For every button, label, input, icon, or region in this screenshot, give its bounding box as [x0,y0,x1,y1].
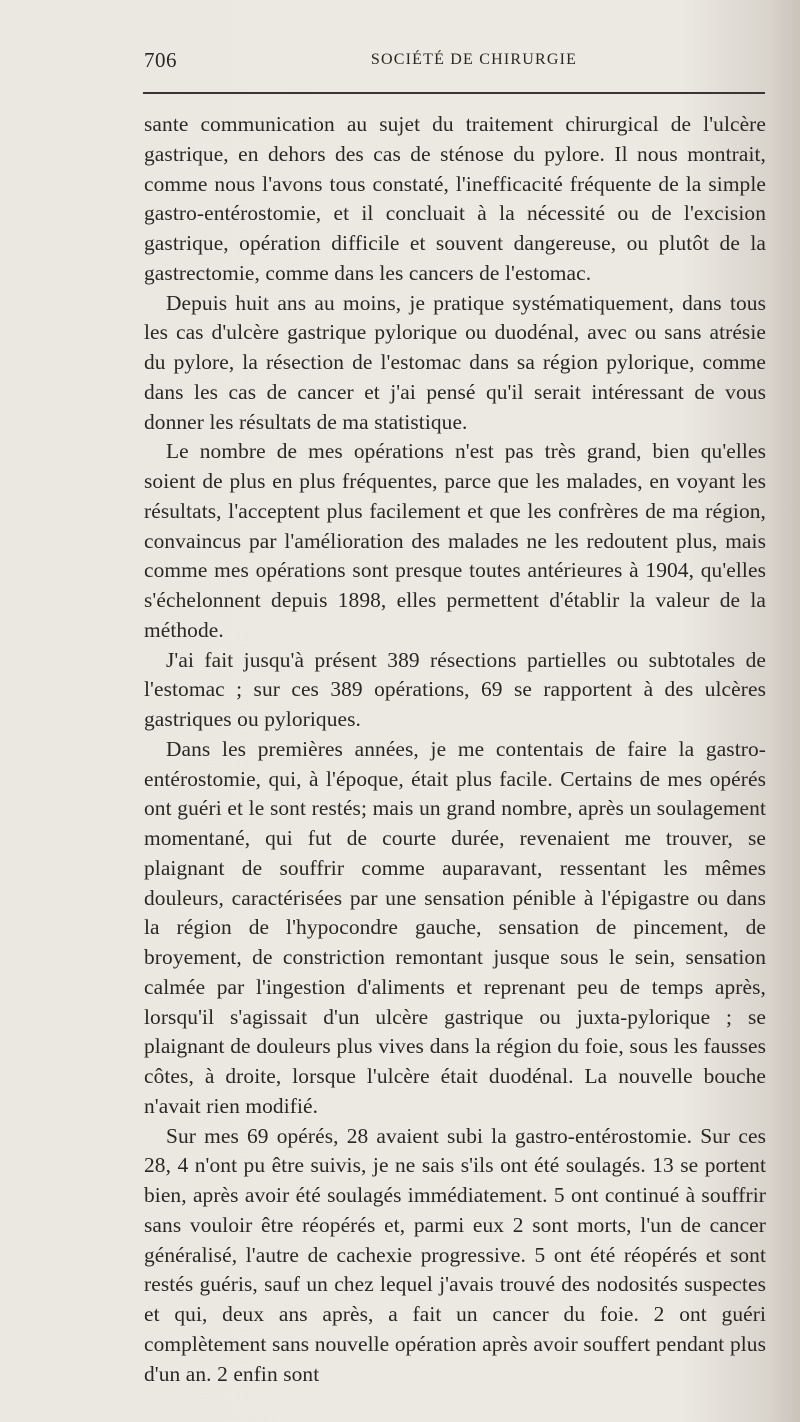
paragraph: Dans les premières années, je me contentais de faire la gastro-entérostomie, qui, à l'époque, était plus facile. Certains de mes opérés ont guéri et le sont restés; mais un grand nombre, après un soulagement momentané, qui fut de courte durée, revenaient me trouver, se plaignant de souffrir comme auparavant, ressentant les mêmes douleurs, caractérisées par une sensation pénible à l'épigastre ou dans la région de l'hypocondre gauche, sensation de pincement, de broyement, de constriction remontant jusque sous le sein, sensation calmée par l'ingestion d'aliments et reprenant peu de temps après, lorsqu'il s'agissait d'un ulcère gastrique ou juxta-pylorique ; se plaignant de douleurs plus vives dans la région du foie, sous les fausses côtes, à droite, lorsque l'ulcère était duodénal. La nouvelle bouche n'avait rien modifié. [144,736,766,1118]
paragraph: sante communication au sujet du traitement chirurgical de l'ulcère gastrique, en dehors des cas de sténose du pylore. Il nous montrait, comme nous l'avons tous constaté, l'inefficacité fréquente de la simple gastro-entérostomie, et il concluait à la nécessité ou de l'excision gastrique, opération difficile et souvent dangereuse, ou plutôt de la gastrectomie, comme dans les cancers de l'estomac. [144,112,766,285]
body-text [144,110,766,1389]
running-head: SOCIÉTÉ DE CHIRURGIE [370,51,578,68]
header-rule [143,92,765,94]
paragraph: Depuis huit ans au moins, je pratique systématiquement, dans tous les cas d'ulcère gastrique pylorique ou duodénal, avec ou sans atrésie du pylore, la résection de l'estomac dans sa région pylorique, comme dans les cas de cancer et j'ai pensé qu'il serait intéressant de vous donner les résultats de ma statistique. [144,290,766,434]
paragraph: Le nombre de mes opérations n'est pas très grand, bien qu'elles soient de plus en plus fréquentes, parce que les malades, en voyant les résultats, l'acceptent plus facilement et que les confrères de ma région, convaincus par l'amélioration des malades ne les redoutent plus, mais comme mes opérations sont presque toutes antérieures à 1904, qu'elles s'échelonnent depuis 1898, elles permettent d'établir la valeur de la méthode. [144,439,766,642]
paragraph: Sur mes 69 opérés, 28 avaient subi la gastro-entérostomie. Sur ces 28, 4 n'ont pu être suivis, je ne sais s'ils ont été soulagés. 13 se portent bien, après avoir été soulagés immédiatement. 5 ont continué à souffrir sans vouloir être réopérés et, parmi eux 2 sont morts, l'un de cancer généralisé, l'autre de cachexie progressive. 5 ont été réopérés et sont restés guéris, sauf un chez lequel j'avais trouvé des nodosités suspectes et qui, deux ans après, a fait un cancer du foie. 2 ont guéri complètement sans nouvelle opération après avoir souffert pendant plus d'un an. 2 enfin sont [144,1123,766,1386]
page-header [144,48,764,74]
paragraph: J'ai fait jusqu'à présent 389 résections partielles ou subtotales de l'estomac ; sur ces 389 opérations, 69 se rapportent à des ulcères gastriques ou pyloriques. [144,647,766,731]
page-number: 706 [144,48,177,72]
